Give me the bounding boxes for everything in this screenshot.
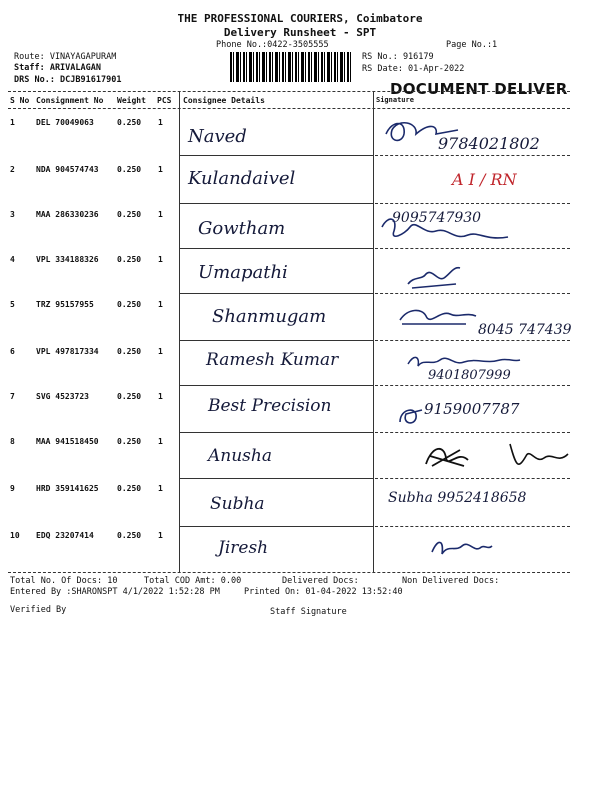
row8-signature [418, 436, 578, 476]
row8-consignment: MAA 941518450 [36, 437, 99, 446]
row3-sig-rule [375, 248, 570, 249]
row6-line [180, 385, 373, 386]
company-title: THE PROFESSIONAL COURIERS, Coimbatore [177, 12, 423, 25]
row7-signature-note: 9159007787 [424, 400, 520, 418]
row6-consignment: VPL 497817334 [36, 347, 99, 356]
page-number: Page No.:1 [446, 40, 498, 50]
row8-sig-rule [375, 478, 570, 479]
row3-weight: 0.250 [117, 210, 142, 219]
row4-consignee: Umapathi [198, 262, 288, 283]
row6-sno: 6 [10, 347, 15, 356]
row1-sig-rule [375, 155, 570, 156]
col-consignee: Consignee Details [183, 96, 265, 105]
row7-sno: 7 [10, 392, 15, 401]
row9-pcs: 1 [158, 484, 163, 493]
row2-consignment: NDA 904574743 [36, 165, 99, 174]
row3-pcs: 1 [158, 210, 163, 219]
row3-consignee: Gowtham [198, 218, 286, 239]
row6-signature-note: 9401807999 [428, 368, 511, 383]
row8-sno: 8 [10, 437, 15, 446]
rs-date: RS Date: 01-Apr-2022 [362, 64, 465, 74]
col-consignment: Consignment No [36, 96, 104, 105]
staff: Staff: ARIVALAGAN [14, 63, 101, 73]
row3-signature [376, 205, 516, 247]
row2-sig-rule [375, 203, 570, 204]
row6-pcs: 1 [158, 347, 163, 356]
row4-weight: 0.250 [117, 255, 142, 264]
row1-line [180, 155, 373, 156]
row4-pcs: 1 [158, 255, 163, 264]
row3-sno: 3 [10, 210, 15, 219]
row9-weight: 0.250 [117, 484, 142, 493]
row9-signature-note: Subha 9952418658 [388, 490, 527, 506]
row6-consignee: Ramesh Kumar [206, 350, 339, 370]
runsheet-subtitle: Delivery Runsheet - SPT [223, 26, 377, 39]
row8-pcs: 1 [158, 437, 163, 446]
row9-line [180, 526, 373, 527]
row4-consignment: VPL 334188326 [36, 255, 99, 264]
row9-consignee: Subha [210, 494, 265, 514]
row5-pcs: 1 [158, 300, 163, 309]
entered-by: Entered By :SHARONSPT 4/1/2022 1:52:28 PM [10, 587, 220, 597]
row5-line [180, 340, 373, 341]
row9-consignment: HRD 359141625 [36, 484, 99, 493]
row4-line [180, 293, 373, 294]
delivered-docs: Delivered Docs: [282, 576, 359, 586]
row5-consignment: TRZ 95157955 [36, 300, 94, 309]
row10-consignee: Jiresh [218, 538, 269, 558]
row8-consignee: Anusha [208, 446, 272, 466]
row8-weight: 0.250 [117, 437, 142, 446]
row2-pcs: 1 [158, 165, 163, 174]
header-bottom-rule [8, 108, 570, 109]
row7-weight: 0.250 [117, 392, 142, 401]
row6-signature [404, 350, 524, 372]
row1-pcs: 1 [158, 118, 163, 127]
row3-line [180, 248, 373, 249]
row2-line [180, 203, 373, 204]
row2-consignee: Kulandaivel [188, 168, 296, 189]
total-cod: Total COD Amt: 0.00 [144, 576, 242, 586]
row5-sno: 5 [10, 300, 15, 309]
row5-sig-rule [375, 340, 570, 341]
col-signature: Signature [376, 96, 414, 104]
row1-signature [378, 112, 468, 152]
row8-line [180, 478, 373, 479]
row5-signature [396, 302, 480, 330]
row10-consignment: EDQ 23207414 [36, 531, 94, 540]
row4-sig-rule [375, 293, 570, 294]
row9-sno: 9 [10, 484, 15, 493]
table-bottom-rule [8, 572, 570, 573]
row4-signature [404, 262, 464, 292]
row4-sno: 4 [10, 255, 15, 264]
row1-consignee: Naved [188, 126, 247, 147]
row5-weight: 0.250 [117, 300, 142, 309]
consignee-left-border [179, 91, 180, 573]
staff-signature: Staff Signature [270, 607, 347, 617]
row6-sig-rule [375, 385, 570, 386]
row3-consignment: MAA 286330236 [36, 210, 99, 219]
printed-on: Printed On: 01-04-2022 13:52:40 [244, 587, 403, 597]
row1-signature-note: 9784021802 [438, 134, 540, 153]
rs-number: RS No.: 916179 [362, 52, 434, 62]
row7-line [180, 432, 373, 433]
col-sno: S No [10, 96, 30, 105]
row10-weight: 0.250 [117, 531, 142, 540]
row10-sno: 10 [10, 531, 20, 540]
row7-pcs: 1 [158, 392, 163, 401]
verified-by: Verified By [10, 605, 67, 615]
row5-consignee: Shanmugam [212, 306, 327, 327]
row10-signature [426, 532, 496, 562]
row2-sno: 2 [10, 165, 15, 174]
row7-signature [396, 402, 426, 428]
row3-signature-note: 9095747930 [392, 210, 482, 226]
row7-consignee: Best Precision [208, 396, 332, 416]
row2-weight: 0.250 [117, 165, 142, 174]
total-docs: Total No. Of Docs: 10 [10, 576, 118, 586]
row1-weight: 0.250 [117, 118, 142, 127]
row6-weight: 0.250 [117, 347, 142, 356]
barcode [230, 52, 352, 82]
phone-number: Phone No.:0422-3505555 [216, 40, 329, 50]
consignee-right-border [373, 91, 374, 573]
row5-signature-note: 8045 747439 [478, 322, 572, 338]
row1-consignment: DEL 70049063 [36, 118, 94, 127]
row10-pcs: 1 [158, 531, 163, 540]
drs-number: DRS No.: DCJB91617901 [14, 75, 122, 85]
row9-sig-rule [375, 526, 570, 527]
row7-consignment: SVG 4523723 [36, 392, 89, 401]
row1-sno: 1 [10, 118, 15, 127]
non-delivered-docs: Non Delivered Docs: [402, 576, 500, 586]
document-deliver-stamp: DOCUMENT DELIVER [390, 80, 568, 98]
row7-sig-rule [375, 432, 570, 433]
row2-signature-note: A I / RN [452, 170, 517, 189]
col-weight: Weight [117, 96, 146, 105]
header-top-rule [8, 91, 570, 92]
col-pcs: PCS [157, 96, 172, 105]
route: Route: VINAYAGAPURAM [14, 52, 117, 62]
